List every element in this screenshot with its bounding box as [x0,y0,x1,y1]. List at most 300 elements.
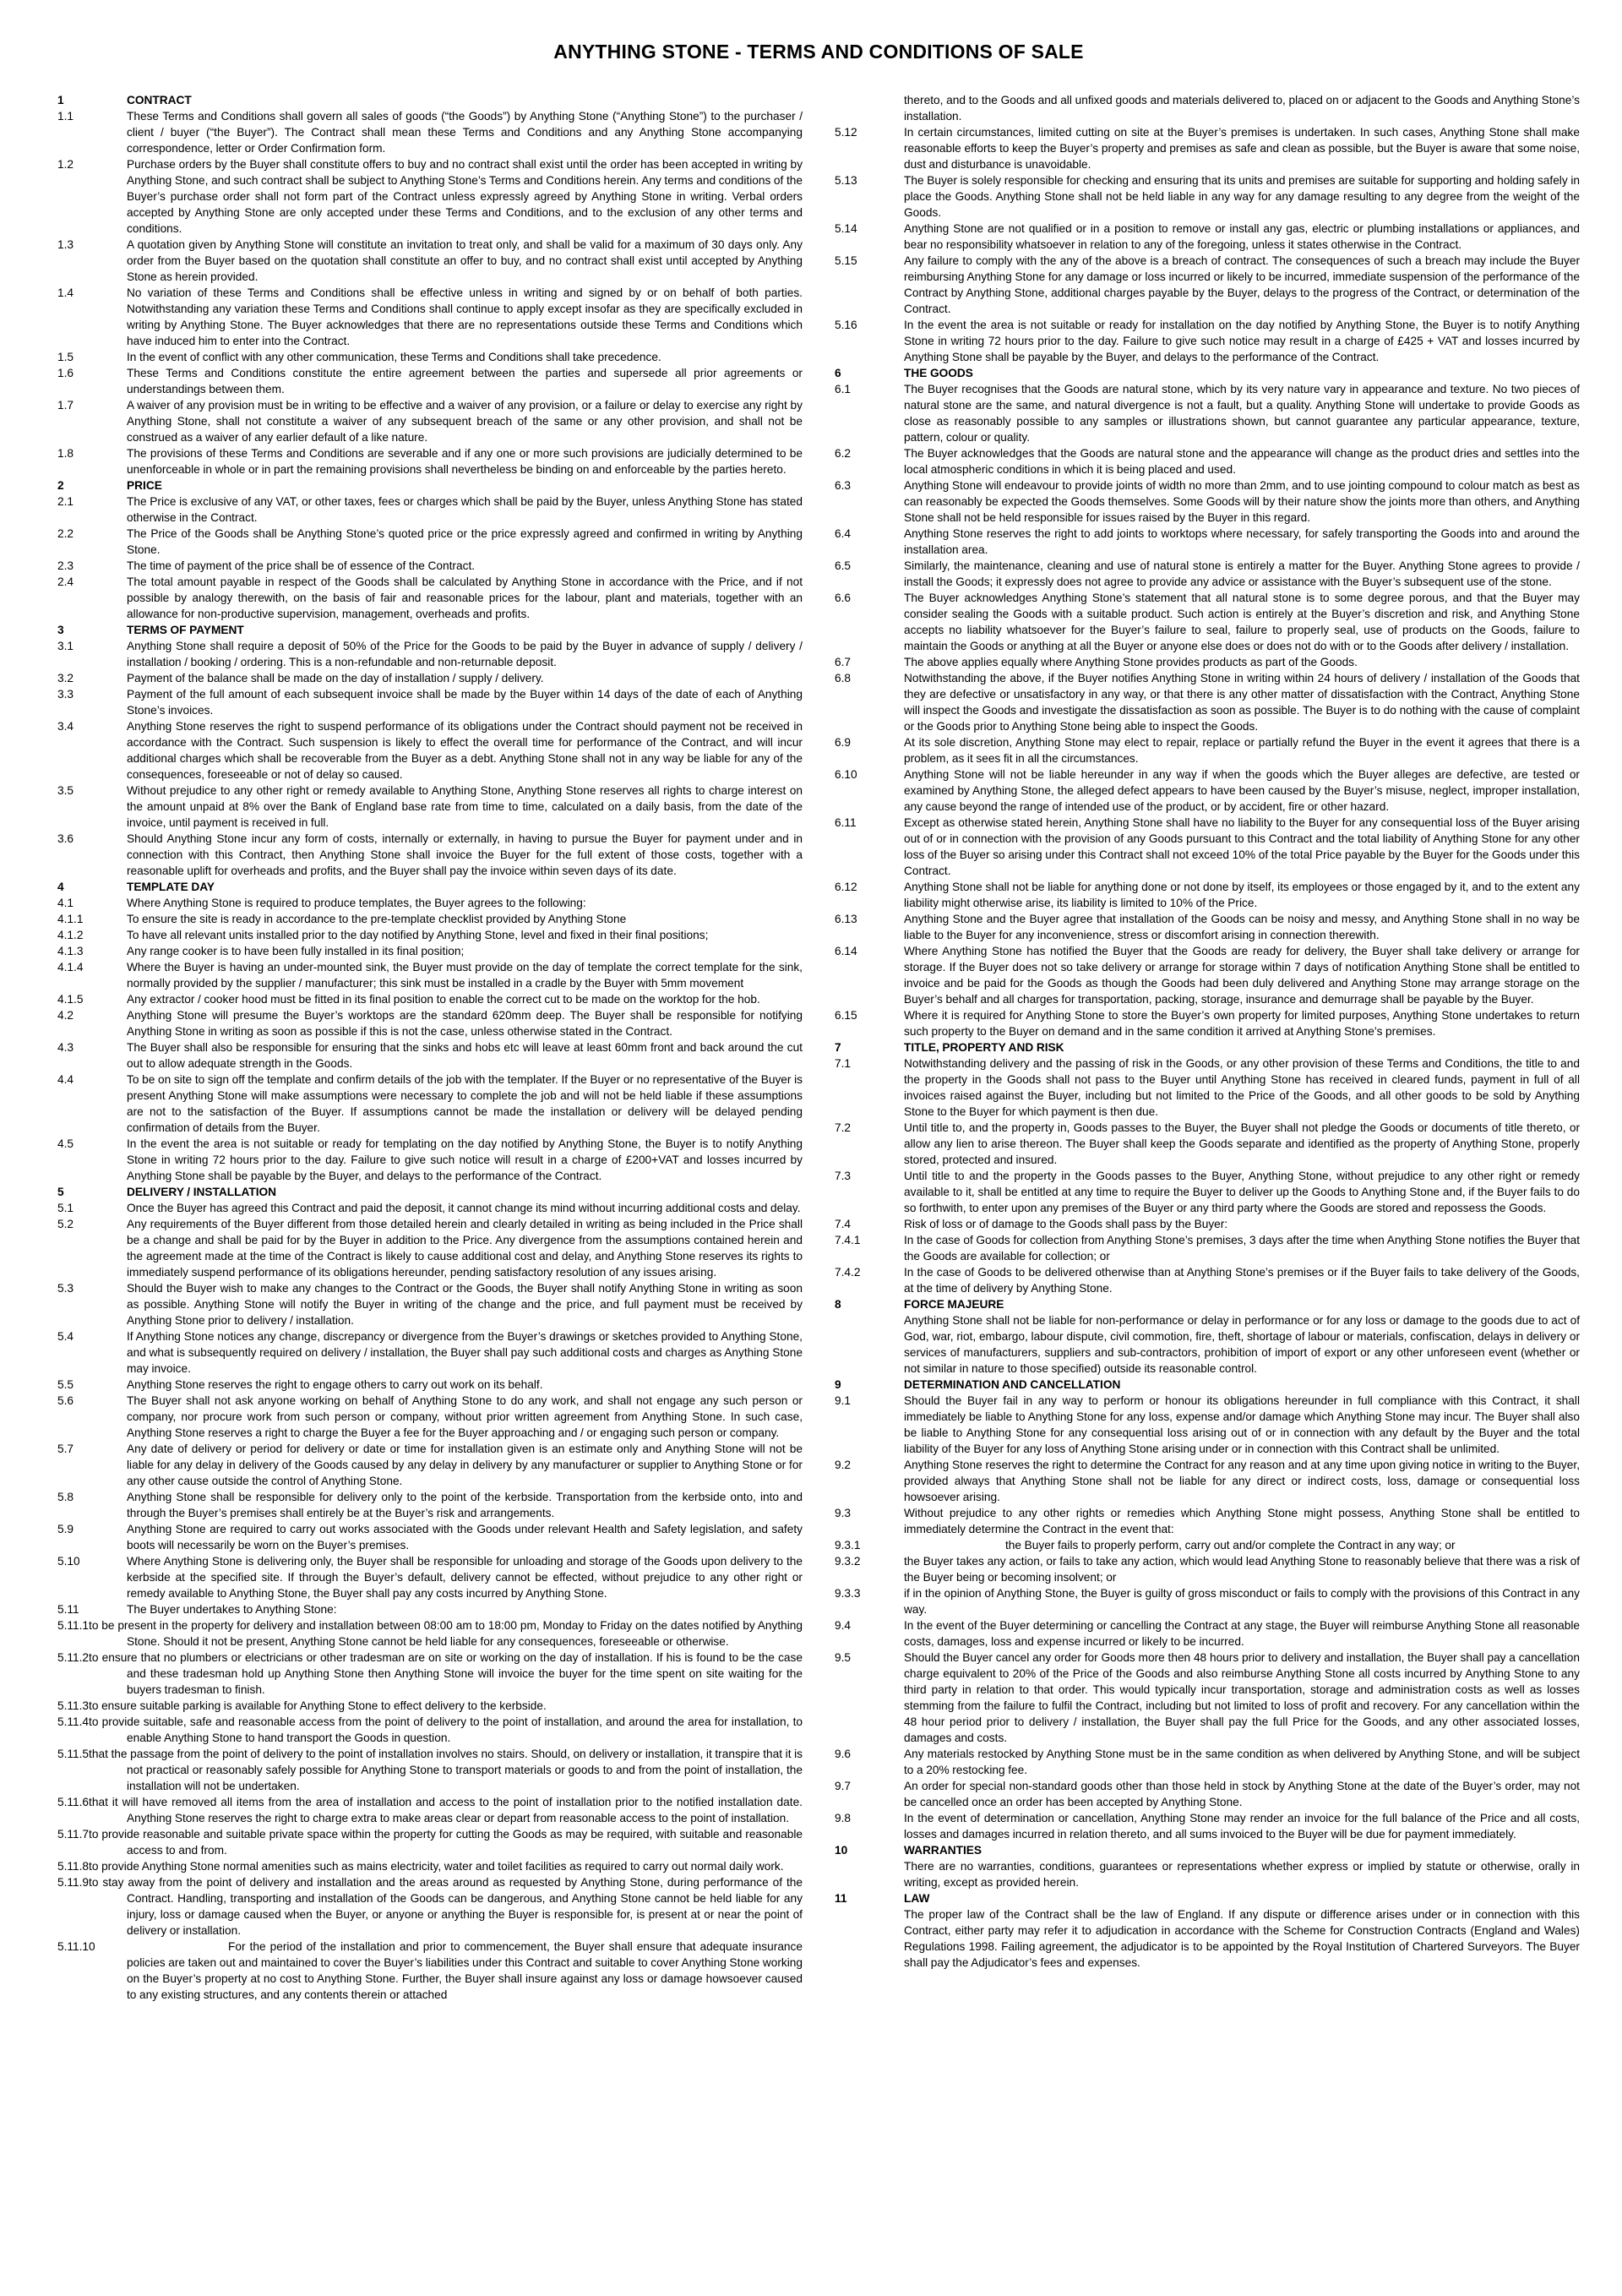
clause-number: 5.1 [57,1202,74,1214]
clause-text: PRICE [127,479,162,492]
clause [835,1393,1580,1457]
clause-text: to ensure suitable parking is available for Anything Stone to effect delivery to the kerbside. [89,1699,547,1712]
clause-number: 6.6 [835,592,852,604]
clause-text: Where Anything Stone has notified the Buyer that the Goods are ready for delivery, the Buyer shall take delivery or arrange for storage. If the Buyer does not so take delivery or arrange for storage within 7 days of notification Anything Stone shall be entitled to invoice and be paid for the Goods as though the Goods had been duly delivered and Anything Stone may arrange storage on the Buyer’s behalf and all charges for transportation, packing, storage, insurance and demurrage shall be payable by the Buyer. [904,945,1580,1006]
clause [57,686,803,718]
clause [57,783,803,831]
clause-text: For the period of the installation and prior to commencement, the Buyer shall ensure that adequate insurance policies are taken out and maintained to cover the Buyer’s liabilities under this Contract and suitable to cover Anything Stone working on the Buyer’s property at no cost to Anything Stone. Further, the Buyer shall insure against any loss or damage howsoever caused to any existing structures, and any contents therein or attached [127,1940,803,2001]
clause-text: LAW [904,1892,930,1905]
clause [57,156,803,237]
clause [835,1778,1580,1810]
clause-text: Payment of the balance shall be made on the day of installation / supply / delivery. [127,672,544,684]
clause-number: 3.4 [57,720,74,733]
column-right [835,92,1580,1971]
clause [57,1746,803,1794]
clause-text: The total amount payable in respect of the Goods shall be calculated by Anything Stone in accordance with the Price, and if not possible by analogy therewith, on the basis of fair and reasonable prices for the labour, plant and materials, together with an allowance for non-productive supervision, management, overheads and profits. [127,575,803,620]
clause-number: 4.1.3 [57,945,84,957]
clause [57,1650,803,1698]
clause [57,959,803,991]
clause-number: 2.1 [57,495,74,508]
clause-text: The Buyer acknowledges Anything Stone’s statement that all natural stone is to some degree porous, and that the Buyer may consider sealing the Goods with a suitable product. Such action is entirely at the Buyer’s discretion and risk, and Anything Stone accepts no liability whatsoever for the Buyer’s failure to seal, failure to properly seal, use of products on the Goods, failure to maintain the Goods or anything at all the Buyer or anyone else does or does not do with or to the Goods after delivery / installation. [904,592,1580,652]
clause [835,477,1580,526]
clause [835,1537,1580,1553]
clause-number: 5.11.4 [57,1715,90,1728]
clause [57,397,803,445]
clause-text: Any failure to comply with the any of the above is a breach of contract. The consequences of such a breach may include the Buyer reimbursing Anything Stone for any damage or loss incurred or likely to be incurred, immediate suspension of the performance of the Contract by Anything Stone, additional charges payable by the Buyer, delays to the progress of the Contract, or determination of the Contract. [904,254,1580,315]
clause-number: 3.1 [57,640,74,652]
clause-text: Similarly, the maintenance, cleaning and use of natural stone is entirely a matter for the Buyer. Anything Stone agrees to provide / install the Goods; it expressly does not agree to provide any advice or assistance with the Buyer’s subsequent use of the stone. [904,559,1580,588]
clause-text: A waiver of any provision must be in writing to be effective and a waiver of any provision, or a failure or delay to exercise any right by Anything Stone, shall not constitute a waiver of any subsequent breach of the same or any other provision, and shall not be construed as a waiver of any earlier default of a like nature. [127,399,803,444]
clause-text: The Buyer shall not ask anyone working on behalf of Anything Stone to do any work, and shall not engage any such person or company, nor procure work from such person or company, without prior written agreement from Anything Stone. In such case, Anything Stone reserves a right to charge the Buyer a fee for the Buyer approaching and / or engaging such person or company. [127,1394,803,1439]
clause [835,124,1580,172]
clause [835,558,1580,590]
clause-number: 9.3.3 [835,1587,861,1600]
clause-text: Anything Stone reserves the right to suspend performance of its obligations under the Contract should payment not be received in accordance with the Contract. Such suspension is likely to effect the overall time for performance of the Contract, and will incur additional charges which shall be recoverable from the Buyer as a debt. Anything Stone shall not in any way be liable for any of the consequences, foreseeable or not of delay so caused. [127,720,803,781]
clause-number: 1.3 [57,238,74,251]
clause-number: 5.9 [57,1523,74,1535]
clause-number: 7 [835,1041,841,1054]
clause-text: An order for special non-standard goods other than those held in stock by Anything Stone at the date of the Buyer’s order, may not be cancelled once an order has been accepted by Anything Stone. [904,1780,1580,1808]
clause [835,734,1580,766]
clause-text: In certain circumstances, limited cutting on site at the Buyer’s premises is undertaken. In such cases, Anything Stone shall make reasonable efforts to keep the Buyer’s property and premises as safe and clean as possible, but the Buyer is aware that some noise, dust and disturbance is unavoidable. [904,126,1580,171]
clause-text: Anything Stone reserves the right to determine the Contract for any reason and at any time upon giving notice in writing to the Buyer, provided always that Anything Stone shall not be liable for any direct or indirect costs, loss, damage or consequential loss howsoever arising. [904,1459,1580,1503]
clause-number: 5.11 [57,1603,79,1616]
clause-number: 6.3 [835,479,852,492]
clause-number: 4.5 [57,1137,74,1150]
clause [57,558,803,574]
clause-text: In the event of determination or cancellation, Anything Stone may render an invoice for the full balance of the Price and all costs, losses and damages incurred in relation thereto, and all sums invoiced to the Buyer will be due for payment immediately. [904,1812,1580,1841]
clause-number: 9.2 [835,1459,852,1471]
clause-text: Notwithstanding delivery and the passing of risk in the Goods, or any other provision of these Terms and Conditions, the title to and the property in the Goods shall not pass to the Buyer until Anything Stone has received in cleared funds, payment in full of all invoices raised against the Buyer, including but not limited to the Price of the Goods, and all other goods to be sold by Anything Stone to the Buyer for which payment is then due. [904,1057,1580,1118]
clause-text: The Buyer undertakes to Anything Stone: [127,1603,337,1616]
clause [835,815,1580,879]
clause-number: 7.4.2 [835,1266,861,1279]
clause-text: In the event the area is not suitable or ready for templating on the day notified by Anything Stone, the Buyer is to notify Anything Stone in writing 72 hours prior to the day. Failure to give such notice will result in a charge of £200+VAT and losses incurred by Anything Stone shall be payable by the Buyer, and delays to the performance of the Contract. [127,1137,803,1182]
clause-text: Where Anything Stone is required to produce templates, the Buyer agrees to the following: [127,897,586,909]
clause-text: The Buyer shall also be responsible for ensuring that the sinks and hobs etc will leave at least 60mm front and back around the cut out to allow adequate strength in the Goods. [127,1041,803,1070]
clause-number: 10 [835,1844,848,1857]
clause-text: Where the Buyer is having an under-mounted sink, the Buyer must provide on the day of template the correct template for the sink, normally provided by the supplier / manufacturer; this sink must be installed in a cradle by the Buyer with 5mm movement [127,961,803,990]
clause-number: 6.12 [835,881,857,893]
clause-number: 4.1 [57,897,74,909]
clause-number: 6.7 [835,656,852,668]
clause-number: 8 [835,1298,841,1311]
clause [57,1874,803,1939]
clause-text: Until title to and the property in the Goods passes to the Buyer, Anything Stone, without prejudice to any other right or remedy available to it, shall be entitled at any time to require the Buyer to deliver up the Goods to Anything Stone and, if the Buyer fails to do so forthwith, to enter upon any premises of the Buyer or any third party where the Goods are stored and repossess the Goods. [904,1170,1580,1214]
clause-number: 5.11.1 [57,1619,90,1632]
clause [57,1617,803,1650]
section-heading [57,92,803,108]
clause-text: In the case of Goods for collection from Anything Stone’s premises, 3 days after the time when Anything Stone notifies the Buyer that the Goods are available for collection; or [904,1234,1580,1263]
clause-number: 6.15 [835,1009,857,1022]
clause-number: 2.4 [57,575,74,588]
clause-text: Should the Buyer cancel any order for Goods more then 48 hours prior to delivery and installation, the Buyer shall pay a cancellation charge equivalent to 20% of the Price of the Goods and also reimburse Anything Stone all costs incurred by Anything Stone to any third party in relation to that order. This would typically incur transportation, storage and administration costs as well as losses stemming from the failure to fulfil the Contract, including but not limited to loss of profit and recovery. For any cancellation within the 48 hour period prior to delivery / installation, the Buyer shall pay the full Price for the Goods, and any other associated losses, damages and costs. [904,1651,1580,1744]
clause-number: 5.8 [57,1491,74,1503]
clause-number: 3.5 [57,784,74,797]
clause [835,381,1580,445]
clause [835,1168,1580,1216]
clause-number: 5.10 [57,1555,80,1568]
clause-number: 3.2 [57,672,74,684]
clause [57,494,803,526]
clause [57,1200,803,1216]
clause-number: 1.1 [57,110,74,123]
clause-text: FORCE MAJEURE [904,1298,1004,1311]
clause-number: 2.3 [57,559,74,572]
clause [835,172,1580,221]
clause [57,445,803,477]
clause-text: Anything Stone and the Buyer agree that installation of the Goods can be noisy and messy, and Anything Stone shall in no way be liable to the Buyer for any inconvenience, stress or discomfort arising in connection therewith. [904,913,1580,941]
clause-text: Where it is required for Anything Stone to store the Buyer’s own property for limited purposes, Anything Stone undertakes to return such property to the Buyer on demand and in the same condition it arrived at Anything Stone’s premises. [904,1009,1580,1038]
clause [57,927,803,943]
clause [835,1553,1580,1585]
clause [57,831,803,879]
clause-number: 4 [57,881,64,893]
clause-text: Should the Buyer fail in any way to perform or honour its obligations hereunder in full compliance with this Contract, it shall immediately be liable to Anything Stone for any loss, expense and/or damage which Anything Stone may incur. The Buyer shall also be liable to Anything Stone for any consequential loss arising out of or in connection with any default by the Buyer and the total liability of the Buyer for any loss of Anything Stone arising under or in connection with this Contract shall be unlimited. [904,1394,1580,1455]
clause-text: The Price is exclusive of any VAT, or other taxes, fees or charges which shall be paid by the Buyer, unless Anything Stone has stated otherwise in the Contract. [127,495,803,524]
clause [57,991,803,1007]
clause-text: Anything Stone will presume the Buyer’s worktops are the standard 620mm deep. The Buyer shall be responsible for notifying Anything Stone in writing as soon as possible if this is not the case, unless otherwise stated in the Contract. [127,1009,803,1038]
clause [835,1585,1580,1617]
clause-text: Should Anything Stone incur any form of costs, internally or externally, in having to pursue the Buyer for payment under and in connection with this Contract, then Anything Stone shall invoice the Buyer for the full extent of those costs, together with a reasonable uplift for overheads and profits, and the Buyer shall pay the invoice within seven days of its date. [127,832,803,877]
clause-text: Any date of delivery or period for delivery or date or time for installation given is an estimate only and Anything Stone will not be liable for any delay in delivery of the Goods caused by any delay in delivery by any manufacturer or supplier to Anything Stone or for any other cause outside the control of Anything Stone. [127,1442,803,1487]
clause-text: Any requirements of the Buyer different from those detailed herein and clearly detailed in writing as being included in the Price shall be a change and shall be paid for by the Buyer in addition to the Price. Any divergence from the assumptions contained herein and the agreement made at the time of the Contract is likely to cause additional cost and delay, and Anything Stone reserves its rights to immediately suspend performance of its obligations hereunder, pending satisfactory resolution of any issues arising. [127,1218,803,1279]
clause-number: 6.10 [835,768,857,781]
clause [835,1120,1580,1168]
clause-number: 9.7 [835,1780,852,1792]
clause-number: 5.7 [57,1442,74,1455]
clause-number: 5.11.10 [57,1940,95,1953]
clause-text: Anything Stone are required to carry out works associated with the Goods under relevant Health and Safety legislation, and safety boots will necessarily be worn on the Buyer’s premises. [127,1523,803,1552]
clause [57,1136,803,1184]
clause-number: 5.11.3 [57,1699,90,1712]
clause [835,1232,1580,1264]
clause [57,1601,803,1617]
clause [835,1858,1580,1890]
clause-number: 7.1 [835,1057,852,1070]
clause-number: 7.4 [835,1218,852,1230]
clause-number: 1 [57,94,64,106]
clause-number: 5.5 [57,1378,74,1391]
clause-text: A quotation given by Anything Stone will constitute an invitation to treat only, and shall be valid for a maximum of 30 days only. Any order from the Buyer based on the quotation shall constitute an offer to buy, and no contract shall exist until accepted by Anything Stone as herein provided. [127,238,803,283]
clause [57,1072,803,1136]
clause-number: 7.3 [835,1170,852,1182]
clause-number: 5.3 [57,1282,74,1295]
clause-text: Where Anything Stone is delivering only, the Buyer shall be responsible for unloading and storage of the Goods upon delivery to the kerbside at the specified site. If through the Buyer’s default, delivery cannot be effected, without prejudice to any other right or remedy available to Anything Stone, the Buyer shall pay any costs incurred by Anything Stone. [127,1555,803,1600]
clause-number: 1.4 [57,286,74,299]
clause [835,766,1580,815]
clause [835,911,1580,943]
clause [57,1377,803,1393]
section-heading [835,365,1580,381]
clause-text: In the event of conflict with any other communication, these Terms and Conditions shall take precedence. [127,351,661,363]
clause-number: 9.8 [835,1812,852,1824]
clause [57,638,803,670]
clause [57,1826,803,1858]
clause-text: Anything Stone shall be responsible for delivery only to the point of the kerbside. Transportation from the kerbside onto, into and through the Buyer’s premises shall entirely be at the Buyer’s risk and arrangements. [127,1491,803,1519]
section-heading [835,1842,1580,1858]
clause-text: to provide reasonable and suitable private space within the property for cutting the Goods as may be required, with suitable and reasonable access to and from. [89,1828,803,1857]
clause-number: 5.14 [835,222,857,235]
clause-number: 6.8 [835,672,852,684]
clause-text: Without prejudice to any other right or remedy available to Anything Stone, Anything Stone reserves all rights to charge interest on the amount unpaid at 8% over the Bank of England base rate from time to time, calculated on a daily basis, from the date of the invoice, until payment is received in full. [127,784,803,829]
clause-text: In the event the area is not suitable or ready for installation on the day notified by Anything Stone, the Buyer is to notify Anything Stone in writing 72 hours prior to the day. Failure to give such notice may result in a charge of £425 + VAT and losses incurred by Anything Stone shall be payable by the Buyer, and delays to the performance of the Contract. [904,319,1580,363]
clause-number: 4.3 [57,1041,74,1054]
clause-text: Risk of loss or of damage to the Goods shall pass by the Buyer: [904,1218,1228,1230]
clause-text: The Buyer is solely responsible for checking and ensuring that its units and premises are suitable for supporting and holding safely in place the Goods. Anything Stone shall not be held liable in any way for any damage resulting to any degree from the weight of the Goods. [904,174,1580,219]
clause-text: There are no warranties, conditions, guarantees or representations whether express or implied by statute or otherwise, orally in writing, except as provided herein. [904,1860,1580,1889]
clause [57,670,803,686]
clause-number: 5.2 [57,1218,74,1230]
clause-text: Without prejudice to any other rights or remedies which Anything Stone might possess, Anything Stone shall be entitled to immediately determine the Contract in the event that: [904,1507,1580,1535]
clause-text: The Buyer acknowledges that the Goods are natural stone and the appearance will change as the product dries and settles into the local atmospheric conditions in which it is being placed and used. [904,447,1580,476]
clause [835,1055,1580,1120]
clause-text: In the event of the Buyer determining or cancelling the Contract at any stage, the Buyer will reimburse Anything Stone all reasonable costs, damages, loss and expense incurred or likely to be incurred. [904,1619,1580,1648]
clause [57,237,803,285]
clause-text: Any extractor / cooker hood must be fitted in its final position to enable the correct cut to be made on the worktop for the hob. [127,993,760,1006]
clause [57,1280,803,1328]
clause-number: 5.11.8 [57,1860,90,1873]
clause-text: TEMPLATE DAY [127,881,215,893]
clause [835,1505,1580,1537]
clause [57,1794,803,1826]
clause-number: 5.4 [57,1330,74,1343]
clause [57,1216,803,1280]
section-heading [57,1184,803,1200]
clause-text: No variation of these Terms and Conditions shall be effective unless in writing and signed by or on behalf of both parties. Notwithstanding any variation these Terms and Conditions shall continue to apply except insofar as they are specifically excluded in writing by Anything Stone. The Buyer acknowledges that there are no representations outside these Terms and Conditions which have induced him to enter into the Contract. [127,286,803,347]
clause-number: 9.6 [835,1748,852,1760]
clause-text: The provisions of these Terms and Conditions are severable and if any one or more such provisions are judicially determined to be unenforceable in whole or in part the remaining provisions shall nevertheless be binding on and enforceable by the parties hereto. [127,447,803,476]
clause-number: 9.5 [835,1651,852,1664]
clause [835,317,1580,365]
clause-text: TERMS OF PAYMENT [127,624,244,636]
clause-text: to ensure that no plumbers or electricians or other tradesman are on site or working on the day of installation. If his is found to be the case and these tradesman hold up Anything Stone then Anything Stone will invoice the buyer for the time spent on site waiting for the buyers tradesman to finish. [89,1651,803,1696]
clause [57,1553,803,1601]
clause-text: WARRANTIES [904,1844,982,1857]
clause-number: 6.11 [835,816,857,829]
clause [57,1939,803,2003]
clause-number: 6.4 [835,527,852,540]
clause [57,1007,803,1039]
clause-number: 6.9 [835,736,852,749]
two-column-layout [57,92,1580,2003]
clause-text: The Price of the Goods shall be Anything Stone’s quoted price or the price expressly agreed and confirmed in writing by Anything Stone. [127,527,803,556]
clause-number: 5.11.7 [57,1828,90,1841]
clause-number: 9.3 [835,1507,852,1519]
clause-number: 7.4.1 [835,1234,861,1246]
clause-number: 6 [835,367,841,379]
clause [835,879,1580,911]
clause-number: 3.6 [57,832,74,845]
clause-text: to provide Anything Stone normal amenities such as mains electricity, water and toilet facilities as required to carry out normal daily work. [89,1860,784,1873]
clause-number: 2.2 [57,527,74,540]
section-heading [57,622,803,638]
clause-number: 11 [835,1892,847,1905]
clause-text: Any range cooker is to have been fully installed in its final position; [127,945,465,957]
clause [835,221,1580,253]
clause-text: These Terms and Conditions shall govern all sales of goods (“the Goods”) by Anything Stone (“Anything Stone”) to the purchaser / client / buyer (“the Buyer”). The Contract shall mean these Terms and Conditions and any Anything Stone accompanying correspondence, letter or Order Confirmation form. [127,110,803,155]
column-left [57,92,803,2003]
clause [835,92,1580,124]
clause-text: The proper law of the Contract shall be the law of England. If any dispute or difference arises under or in connection with this Contract, either party may refer it to adjudication in accordance with the Scheme for Construction Contracts (England and Wales) Regulations 1998. Failing agreement, the adjudicator is to be appointed by the Royal Institution of Chartered Surveyors. The Buyer shall pay the Adjudicator’s fees and expenses. [904,1908,1580,1969]
clause-text: At its sole discretion, Anything Stone may elect to repair, replace or partially refund the Buyer in the event it agrees that there is a problem, as it sees fit in all the circumstances. [904,736,1580,765]
clause-number: 5.13 [835,174,857,187]
section-heading [57,477,803,494]
clause [57,1393,803,1441]
clause [835,1617,1580,1650]
clause [57,1328,803,1377]
clause-number: 3.3 [57,688,74,701]
clause-text: that the passage from the point of delivery to the point of installation involves no stairs. Should, on delivery or installation, it transpire that it is not practical or reasonably safely possible for Anything Stone to transport materials or goods to and from the point of installation, the installation will not be undertaken. [89,1748,803,1792]
clause-text: the Buyer takes any action, or fails to take any action, which would lead Anything Stone to reasonably believe that there was a risk of the Buyer being or becoming insolvent; or [904,1555,1580,1584]
clause-text: The above applies equally where Anything Stone provides products as part of the Goods. [904,656,1358,668]
clause-text: Anything Stone shall not be liable for non-performance or delay in performance or for any loss or damage to the goods due to act of God, war, riot, embargo, labour dispute, civil commotion, fire, theft, shortage of labour or materials, confiscation, delays in delivery or services of manufacturers, suppliers and sub-contractors, prohibition of import of export or any other unforeseen event (whether or not similar in nature to those specified) outside its reasonable control. [904,1314,1580,1375]
clause-text: Anything Stone will endeavour to provide joints of width no more than 2mm, and to use jointing compound to colour match as best as can reasonably be expected the Goods themselves. Some Goods will by their nature show the joints more than others, and Anything Stone shall not be held responsible for issues raised by the Buyer in this regard. [904,479,1580,524]
clause-number: 5.15 [835,254,857,267]
clause-text: the Buyer fails to properly perform, carry out and/or complete the Contract in any way; or [1005,1539,1456,1552]
clause [57,526,803,558]
clause [835,943,1580,1007]
clause-number: 3 [57,624,64,636]
clause-text: thereto, and to the Goods and all unfixed goods and materials delivered to, placed on or adjacent to the Goods and Anything Stone’s installation. [904,94,1580,123]
clause [57,285,803,349]
clause-number: 6.5 [835,559,852,572]
clause-text: Anything Stone shall require a deposit of 50% of the Price for the Goods to be paid by the Buyer in advance of supply / delivery / installation / booking / ordering. This is a non-refundable and non-returnable deposit. [127,640,803,668]
clause-text: DELIVERY / INSTALLATION [127,1186,277,1198]
clause-number: 9.4 [835,1619,852,1632]
clause-text: to be present in the property for delivery and installation between 08:00 am to 18:00 pm, Monday to Friday on the dates notified by Anything Stone. Should it not be present, Anything Stone cannot be held liable for any consequences, foreseeable or otherwise. [89,1619,803,1648]
clause-number: 5.11.9 [57,1876,90,1889]
clause [835,1216,1580,1232]
clause-text: if in the opinion of Anything Stone, the Buyer is guilty of gross misconduct or fails to comply with the provisions of this Contract in any way. [904,1587,1580,1616]
clause-text: Notwithstanding the above, if the Buyer notifies Anything Stone in writing within 24 hours of delivery / installation of the Goods that they are defective or unsatisfactory in any way, or that there is any other matter of dissatisfaction with the Contract, Anything Stone will inspect the Goods and investigate the dissatisfaction as soon as possible. The Buyer is to do nothing with the cause of complaint or the Goods prior to Anything Stone being able to inspect the Goods. [904,672,1580,733]
clause-text: CONTRACT [127,94,192,106]
clause [57,943,803,959]
clause [835,1746,1580,1778]
clause-number: 4.1.4 [57,961,84,973]
clause-number: 1.8 [57,447,74,460]
section-heading [57,879,803,895]
clause-text: that it will have removed all items from the area of installation and access to the point of installation prior to the notified installation date. Anything Stone reserves the right to charge extra to make areas clear or depart from reasonable access to the point of installation. [89,1796,803,1824]
clause-text: Should the Buyer wish to make any changes to the Contract or the Goods, the Buyer shall notify Anything Stone in writing as soon as possible. Anything Stone will notify the Buyer in writing of the change and the price, and full payment must be received by Anything Stone prior to delivery / installation. [127,1282,803,1327]
clause [835,1312,1580,1377]
clause-number: 5.6 [57,1394,74,1407]
clause [835,526,1580,558]
clause-number: 4.1.1 [57,913,84,925]
clause-number: 5.11.5 [57,1748,90,1760]
clause-text: To be on site to sign off the template and confirm details of the job with the templater. If the Buyer or no representative of the Buyer is present Anything Stone will make assumptions were necessary to complete the job and will not be held liable if these assumptions are not to the satisfaction of the Buyer. If assumptions cannot be made the installation or delivery will be delayed pending confirmation of details from the Buyer. [127,1073,803,1134]
clause [57,108,803,156]
clause-text: Purchase orders by the Buyer shall constitute offers to buy and no contract shall exist until the order has been accepted in writing by Anything Stone, and such contract shall be subject to Anything Stone’s Terms and Conditions herein. Any terms and conditions of the Buyer’s purchase order shall not form part of the Contract unless expressly agreed by Anything Stone in writing. Verbal orders accepted by Anything Stone are only accepted under these Terms and Conditions, and to the exclusion of any other terms and conditions. [127,158,803,235]
clause [57,574,803,622]
clause-text: If Anything Stone notices any change, discrepancy or divergence from the Buyer’s drawings or sketches provided to Anything Stone, and what is subsequently required on delivery / installation, the Buyer shall pay such additional costs and charges as Anything Stone may invoice. [127,1330,803,1375]
clause-number: 4.1.5 [57,993,84,1006]
clause [835,670,1580,734]
clause [57,1521,803,1553]
clause [57,911,803,927]
clause [57,1714,803,1746]
clause-text: Anything Stone are not qualified or in a position to remove or install any gas, electric or plumbing installations or appliances, and bear no responsibility whatsoever in relation to any of the foregoing, unless it states otherwise in the Contract. [904,222,1580,251]
clause [835,1264,1580,1296]
clause [835,1650,1580,1746]
clause-number: 1.7 [57,399,74,412]
clause-number: 4.1.2 [57,929,84,941]
clause-number: 4.2 [57,1009,74,1022]
clause-number: 4.4 [57,1073,74,1086]
clause-number: 9.1 [835,1394,852,1407]
clause-text: Until title to, and the property in, Goods passes to the Buyer, the Buyer shall not pledge the Goods or documents of title thereto, or allow any lien to arise thereon. The Buyer shall keep the Goods separate and identified as the property of Anything Stone, properly stored, protected and insured. [904,1121,1580,1166]
clause [57,1441,803,1489]
clause-text: Payment of the full amount of each subsequent invoice shall be made by the Buyer within 14 days of the date of each of Anything Stone’s invoices. [127,688,803,717]
clause [57,349,803,365]
clause-number: 5.11.6 [57,1796,90,1808]
clause-number: 2 [57,479,64,492]
clause [835,1906,1580,1971]
clause [57,1039,803,1072]
clause-number: 5.12 [835,126,857,139]
section-heading [835,1890,1580,1906]
clause-text: To ensure the site is ready in accordance to the pre-template checklist provided by Anything Stone [127,913,627,925]
clause-text: These Terms and Conditions constitute the entire agreement between the parties and supersede all prior agreements or understandings between them. [127,367,803,395]
clause-number: 1.2 [57,158,74,171]
clause [835,590,1580,654]
clause [835,1810,1580,1842]
clause-text: To have all relevant units installed prior to the day notified by Anything Stone, level and fixed in their final positions; [127,929,709,941]
clause-text: to stay away from the point of delivery and installation and the areas around as requested by Anything Stone, during performance of the Contract. Handling, transporting and installation of the Goods can be dangerous, and Anything Stone cannot be held liable for any injury, loss or damage caused when the Buyer, or anyone or anything the Buyer is responsible for, is present at or near the point of delivery or installation. [89,1876,803,1937]
clause [57,365,803,397]
clause-text: TITLE, PROPERTY AND RISK [904,1041,1064,1054]
clause-number: 7.2 [835,1121,852,1134]
clause-number: 5 [57,1186,64,1198]
clause [57,1489,803,1521]
clause-text: Any materials restocked by Anything Stone must be in the same condition as when delivered by Anything Stone, and will be subject to a 20% restocking fee. [904,1748,1580,1776]
clause-text: The time of payment of the price shall be of essence of the Contract. [127,559,476,572]
clause-number: 1.6 [57,367,74,379]
clause-text: Once the Buyer has agreed this Contract and paid the deposit, it cannot change its mind without incurring additional costs and delay. [127,1202,801,1214]
page-title: ANYTHING STONE - TERMS AND CONDITIONS OF SALE [553,41,1084,63]
clause-text: DETERMINATION AND CANCELLATION [904,1378,1121,1391]
clause [57,718,803,783]
clause [57,1698,803,1714]
clause-number: 6.1 [835,383,852,395]
clause-number: 9 [835,1378,841,1391]
clause-text: Anything Stone shall not be liable for anything done or not done by itself, its employees or those engaged by it, and to the extent any liability might otherwise arise, its liability is limited to 10% of the Price. [904,881,1580,909]
section-heading [835,1377,1580,1393]
clause [835,253,1580,317]
section-heading [835,1296,1580,1312]
clause-number: 6.13 [835,913,857,925]
clause [835,654,1580,670]
clause-number: 9.3.2 [835,1555,861,1568]
clause-number: 6.2 [835,447,852,460]
clause-number: 6.14 [835,945,857,957]
clause [57,1858,803,1874]
clause [57,895,803,911]
clause-text: The Buyer recognises that the Goods are natural stone, which by its very nature vary in appearance and texture. No two pieces of natural stone are the same, and natural divergence is not a fault, but a quality. Anything Stone will undertake to provide Goods as close as reasonably possible to any samples or illustrations shown, but cannot guarantee any particular appearance, texture, pattern, colour or quality. [904,383,1580,444]
clause-text: Except as otherwise stated herein, Anything Stone shall have no liability to the Buyer for any consequential loss of the Buyer arising out of or in connection with the provision of any Goods pursuant to this Contract and the total liability of Anything Stone for any other loss of the Buyer so arising under this Contract shall not exceed 10% of the total Price payable by the Buyer for the Goods under this Contract. [904,816,1580,877]
clause-number: 5.16 [835,319,857,331]
clause-text: In the case of Goods to be delivered otherwise than at Anything Stone’s premises or if the Buyer fails to take delivery of the Goods, at the time of delivery by Anything Stone. [904,1266,1580,1295]
clause-text: Anything Stone will not be liable hereunder in any way if when the goods which the Buyer alleges are defective, are tested or examined by Anything Stone, the alleged defect appears to have been caused by the Buyer’s misuse, neglect, improper installation, any cause beyond the range of intended use of the product, or by accident, fire or other hazard. [904,768,1580,813]
clause-number: 1.5 [57,351,74,363]
clause [835,1007,1580,1039]
clause-text: THE GOODS [904,367,973,379]
clause [835,1457,1580,1505]
clause [835,445,1580,477]
clause-number: 5.11.2 [57,1651,90,1664]
clause-number: 9.3.1 [835,1539,861,1552]
clause-text: to provide suitable, safe and reasonable access from the point of delivery to the point of installation, and around the area for installation, to enable Anything Stone to hand transport the Goods in question. [89,1715,803,1744]
